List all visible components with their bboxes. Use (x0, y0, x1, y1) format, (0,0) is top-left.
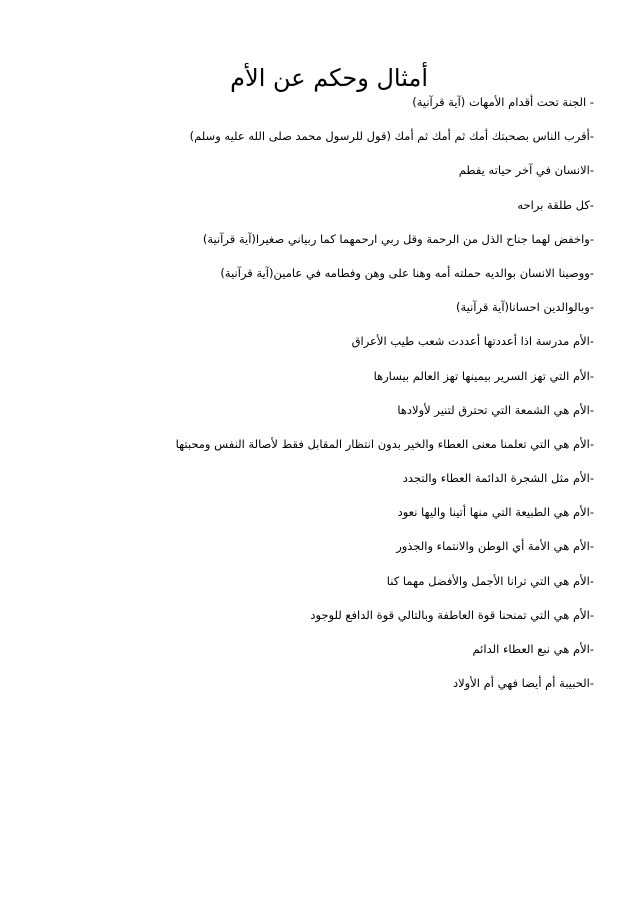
proverb-line: -وبالوالدين احسانا(آية قرآنية) (455, 300, 594, 315)
proverb-line: -الأم هي الأمة أي الوطن والانتماء والجذور (396, 539, 594, 554)
proverb-line: -واخفض لهما جناح الذل من الرحمة وقل ربي ارحمهما كما ربياني صغيرا(آية قرآنية) (202, 231, 594, 246)
proverb-line: -ووصينا الانسان بوالديه حملته أمه وهنا على وهن وفطامه في عامين(آية قرآنية) (220, 265, 594, 280)
proverb-line: -الأم هي التي ترانا الأجمل والأفضل مهما كنا (386, 573, 594, 588)
proverb-line: -الأم مثل الشجرة الدائمة العطاء والتجدد (402, 471, 594, 486)
page-title: أمثال وحكم عن الأم (230, 64, 428, 92)
proverb-line: - الجنة تحت أقدام الأمهات (آية قرآنية) (412, 95, 594, 109)
proverbs-list (14, 85, 594, 700)
proverb-line: -الأم هي نبع العطاء الدائم (472, 642, 594, 656)
proverb-line: -الحبيبة أم أيضا فهي أم الأولاد (453, 676, 594, 691)
proverb-line: -الأم هي التي تعلمنا معنى العطاء والخير بدون انتظار المقابل فقط لأصالة النفس ومحبتها (175, 436, 594, 451)
proverb-line: -الأم مدرسة اذا أعددتها أعددت شعب طيب الأعراق (351, 334, 594, 349)
proverb-line: -الأم هي التي تمنحنا قوة العاطفة وبالتالي قوة الدافع للوجود (310, 607, 594, 622)
proverb-line: -كل طلقة براحه (517, 197, 594, 212)
proverb-line: -الأم هي الطبيعة التي منها أتينا واليها نعود (397, 505, 594, 520)
proverb-line: -الانسان في آخر حياته يفطم (458, 163, 594, 178)
proverb-line: -أقرب الناس بصحبتك أمك ثم أمك ثم أمك (قول للرسول محمد صلى الله عليه وسلم) (189, 129, 594, 144)
proverb-line: -الأم التي تهز السرير بيمينها تهز العالم بيسارها (373, 368, 594, 383)
proverb-line: -الأم هي الشمعة التي تحترق لتنير لأولادها (397, 402, 594, 417)
